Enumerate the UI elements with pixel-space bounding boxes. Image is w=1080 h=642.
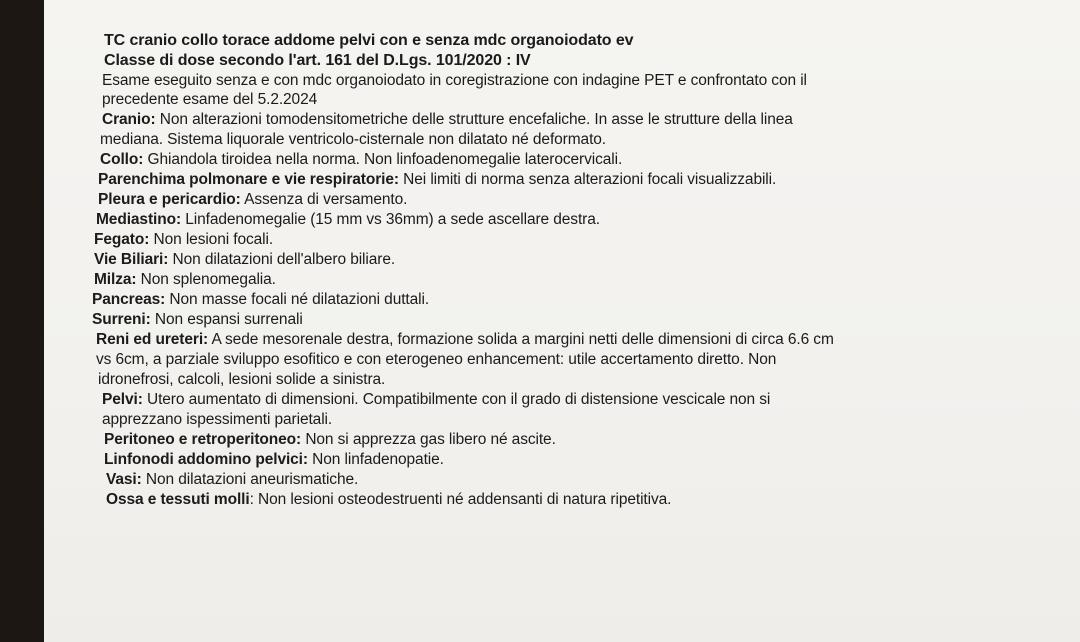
peritoneo-label: Peritoneo e retroperitoneo: (104, 431, 302, 448)
pancreas-label: Pancreas: (92, 291, 166, 308)
dose-class: Classe di dose secondo l'art. 161 del D.Lgs. 101/2020 : IV (104, 52, 531, 69)
linfonodi-text: Non linfadenopatie. (307, 451, 444, 468)
intro-line-1: Esame eseguito senza e con mdc organoiodato in coregistrazione con indagine PET e confrontato con il (102, 72, 807, 89)
fegato-label: Fegato: (94, 231, 150, 248)
peritoneo-line (104, 431, 556, 449)
vie-biliari-label: Vie Biliari: (94, 251, 169, 268)
collo-line (100, 151, 622, 169)
vasi-line (106, 471, 358, 489)
pelvi-label: Pelvi: (102, 391, 143, 408)
parenchima-label: Parenchima polmonare e vie respiratorie: (98, 171, 399, 188)
vie-biliari-text: Non dilatazioni dell'albero biliare. (168, 251, 396, 268)
reni-text: A sede mesorenale destra, formazione solida a margini netti delle dimensioni di circa 6.6 cm (208, 331, 834, 348)
cranio-line-1 (102, 111, 793, 129)
parenchima-text: Nei limiti di norma senza alterazioni focali visualizzabili. (398, 171, 777, 188)
reni-line-2: vs 6cm, a parziale sviluppo esofitico e con eterogeneo enhancement: utile accertamento diretto. Non (96, 351, 777, 368)
pleura-text: Assenza di versamento. (240, 191, 408, 208)
cranio-label: Cranio: (102, 111, 156, 128)
collo-text: Ghiandola tiroidea nella norma. Non linfoadenomegalie laterocervicali. (143, 151, 623, 168)
reni-line-3: idronefrosi, calcoli, lesioni solide a sinistra. (98, 371, 386, 388)
pelvi-line-2: apprezzano ispessimenti parietali. (102, 411, 333, 428)
fegato-line (94, 231, 273, 249)
mediastino-label: Mediastino: (96, 211, 182, 228)
intro-line-2: precedente esame del 5.2.2024 (102, 91, 318, 108)
reni-line-1 (96, 331, 834, 349)
pelvi-line-1 (102, 391, 770, 409)
pancreas-text: Non masse focali né dilatazioni duttali. (165, 291, 430, 308)
linfonodi-label: Linfonodi addomino pelvici: (104, 451, 308, 468)
peritoneo-text: Non si apprezza gas libero né ascite. (301, 431, 556, 448)
vasi-label: Vasi: (106, 471, 142, 488)
cranio-line-2: mediana. Sistema liquorale ventricolo-cisternale non dilatato né deformato. (100, 131, 607, 148)
milza-line (94, 271, 276, 289)
surreni-text: Non espansi surrenali (150, 311, 303, 328)
surreni-label: Surreni: (92, 311, 151, 328)
ossa-text: : Non lesioni osteodestruenti né addensanti di natura ripetitiva. (249, 491, 672, 508)
surreni-line (92, 311, 303, 329)
milza-text: Non splenomegalia. (136, 271, 276, 288)
reni-label: Reni ed ureteri: (96, 331, 209, 348)
ossa-line (106, 491, 671, 509)
parenchima-line (98, 171, 776, 189)
cranio-text: Non alterazioni tomodensitometriche delle strutture encefaliche. In asse le strutture della linea (155, 111, 793, 128)
linfonodi-line (104, 451, 444, 469)
pleura-label: Pleura e pericardio: (98, 191, 241, 208)
fegato-text: Non lesioni focali. (149, 231, 274, 248)
pancreas-line (92, 291, 429, 309)
pelvi-text: Utero aumentato di dimensioni. Compatibilmente con il grado di distensione vescicale non si (142, 391, 771, 408)
ossa-label: Ossa e tessuti molli (106, 491, 250, 508)
milza-label: Milza: (94, 271, 137, 288)
mediastino-line (96, 211, 600, 229)
report-title: TC cranio collo torace addome pelvi con e senza mdc organoiodato ev (104, 32, 634, 49)
mediastino-text: Linfadenomegalie (15 mm vs 36mm) a sede ascellare destra. (181, 211, 600, 228)
pleura-line (98, 191, 407, 209)
vie-biliari-line (94, 251, 395, 269)
collo-label: Collo: (100, 151, 144, 168)
vasi-text: Non dilatazioni aneurismatiche. (141, 471, 359, 488)
